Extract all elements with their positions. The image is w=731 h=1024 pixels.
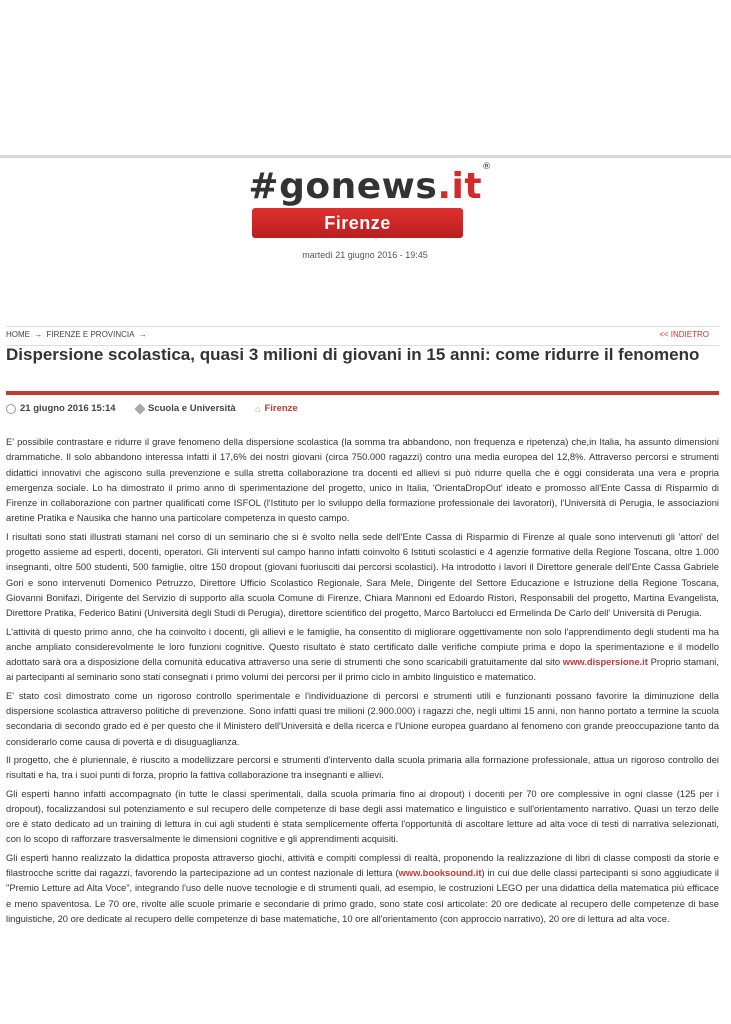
back-link[interactable]: << INDIETRO [659,330,709,339]
article-meta [6,403,719,417]
header-date: martedì 21 giugno 2016 - 19:45 [302,250,428,260]
article-body [6,434,719,929]
breadcrumb [6,326,719,346]
arrow-right-icon: → [138,330,147,339]
dispersione-link[interactable]: www.dispersione.it [562,656,648,668]
article-paragraph: E' possibile contrastare e ridurre il grave fenomeno della dispersione scolastica (la somma tra abbandono, non frequenza e ripetenza) che,in Italia, ha assunto dimensioni drammatiche. Il solo abbandono interessa infatti il 17,6% dei nostri giovani (circa 750.000 ragazzi) contro una media europea del 12,8%. Attraverso percorsi e strumenti didattici innovativi che agiscono sulla prevenzione e sulla stretta collaborazione tra docenti ed allievi si può ridurre quella che è oggi considerata una vera e propria emergenza sociale. Lo ha dimostrato il primo anno di sperimentazione del progetto, unico in Italia, 'OrientaDropOut' ideato e promosso all'Ente Cassa di Risparmio di Firenze in collaborazione con partner qualificati come ISFOL (l'Istituto per lo sviluppo della formazione professionale dei lavoratori), l'Università di Perugia, le associazioni aretine Pratika e Nausika che hanno una particolare competenza in questo campo. [6,436,719,524]
meta-category[interactable] [136,403,236,414]
logo-hash: # [248,166,280,207]
article-paragraph: I risultati sono stati illustrati stamani nel corso di un seminario che si è svolto nella sede dell'Ente Cassa di Risparmio di Firenze al quale sono intervenuti gli 'attori' del progetto assieme ad esperti, docenti, operatori. Gli interventi sul campo hanno infatti coinvolto 6 Istituti scolastici e 4 agenzie formative della Regione Toscana, oltre 1.000 insegnanti, oltre 500 studenti, 500 famiglie, oltre 150 dropout (giovani fuoriusciti dai percorsi scolastici). Ha introdotto i lavori il Direttore generale dell'Ente Cassa Gabriele Gori e sono intervenuti Domenico Petruzzo, Direttore Ufficio Scolastico Regionale, Sara Mele, Dirigente del Settore Educazione e Istruzione della Regione Toscana, Giovanni Bonifazi, Dirigente del Servizio di supporto alla scuola Comune di Firenze, Chiara Mannoni ed Edoardo Ristori, Responsabili del progetto, Martina Evangelista, Direttore Pratika, Federico Batini (Università degli Studi di Perugia), direttore scientifico del progetto, Marco Bartolucci ed Ermelinda De Carlo dell' Università di Perugia. [6,530,719,619]
article-paragraph: Il progetto, che è pluriennale, è riuscito a modellizzare percorsi e strumenti d'intervento dalla scuola primaria alla formazione professionale, attua un rigoroso controllo dei risultati e ha, tra i suoi punti di forza, proprio la fattiva collaborazione tra insegnanti e allievi. [6,753,719,781]
logo-registered-mark: ® [482,162,492,172]
breadcrumb-home[interactable]: HOME [6,330,30,339]
paragraph-text: ) in cui due delle classi partecipanti si sono aggiudicate il "Premio Letture ad Alta Voce", integrando l'uso delle nuove tecnologie e di strumenti quali, ad esempio, le costruzioni LEGO per una didattica della matematica più efficace e meno spaventosa. Le 70 ore, rivolte alle scuole primarie e secondarie di primo grado, sono state così articolate: 20 ore dedicate al recupero delle competenze di base linguistiche, 20 ore dedicate al recupero delle competenze di base matematiche, 10 ore all'orientamento (con approccio narrativo), 20 ore di lettura ad alta voce. [6,867,719,924]
clock-icon [6,404,16,414]
city-edition-bar[interactable]: Firenze [252,208,463,238]
booksound-link[interactable]: www.booksound.it [398,867,482,879]
meta-datetime-text: 21 giugno 2016 15:14 [20,403,116,414]
breadcrumb-section[interactable]: FIRENZE E PROVINCIA [46,330,135,339]
meta-location[interactable] [255,403,298,414]
paragraph-text: L'attività di questo primo anno, che ha coinvolto i docenti, gli allievi e le famiglie, ha consentito di migliorare oggettivamente non solo l'apprendimento degli studenti ma ha anche ampliato considerevolmente le loro funzioni cognitive. Questo risultato è stato certificato dalle verifiche compiute prima e dopo la sperimentazione e il modello adottato sarà ora a disposizione della comunità educativa attraverso una serie di strumenti che sono scaricabili gratuitamente dal sito [6,625,719,668]
site-logo[interactable] [240,162,500,207]
logo-name: gonews [279,166,438,207]
article-paragraph: E' stato così dimostrato come un rigoroso controllo sperimentale e l'individuazione di percorsi e strumenti utili e funzionanti possano favorire la diminuzione della dispersione scolastica attraverso politiche di prevenzione. Sono infatti quasi tre milioni (2.900.000) i ragazzi che, negli ultimi 15 anni, non hanno portato a termine la scuola secondaria di secondo grado ed è per questo che il Ministero dell'Università e della ricerca e l'Unione europea guardano al fenomeno con grande preoccupazione tanto da considerarlo come causa di povertà e di disuguaglianza. [6,689,719,747]
meta-datetime [6,403,116,414]
article-paragraph [6,850,719,926]
title-underline [6,391,719,395]
tag-icon [134,403,145,414]
meta-location-text: Firenze [264,403,298,414]
meta-category-text: Scuola e Università [148,403,236,414]
article-paragraph [6,624,719,685]
paragraph-text: Proprio stamani, ai partecipanti al seminario sono stati consegnati i primo volumi dei percorsi per il primo ciclo in ambito linguistico e matematico. [6,656,719,683]
home-icon: ⌂ [255,403,261,414]
arrow-right-icon: → [34,330,43,339]
article-title: Dispersione scolastica, quasi 3 milioni di giovani in 15 anni: come ridurre il fenomeno [6,345,700,364]
paragraph-text: Gli esperti hanno realizzato la didattica proposta attraverso giochi, attività e compiti complessi di realtà, proponendo la realizzazione di libri di classe composti da storie e filastrocche scritte dai ragazzi, favorendo la partecipazione ad un contest nazionale di lettura ( [6,851,719,879]
top-divider [0,155,731,158]
breadcrumb-trail [6,327,149,343]
logo-domain: .it [437,166,483,207]
article-paragraph: Gli esperti hanno infatti accompagnato (in tutte le classi sperimentali, dalla scuola primaria fino ai dropout) i docenti per 70 ore complessive in ogni classe (125 per i dropout), focalizzandosi sul potenziamento e sul recupero delle competenze di base degli assi matematico e linguistico e sull'orientamento narrativo. Quasi un terzo delle ore è stato dedicato ad un training di lettura in cui agli studenti è stata semplicemente offerta l'opportunità di ascoltare letture ad alta voce di testi di narrativa selezionati, con lo scopo di rafforzare trasversalmente le dimensioni cognitive e gli apprendimenti acquisiti. [6,787,719,845]
